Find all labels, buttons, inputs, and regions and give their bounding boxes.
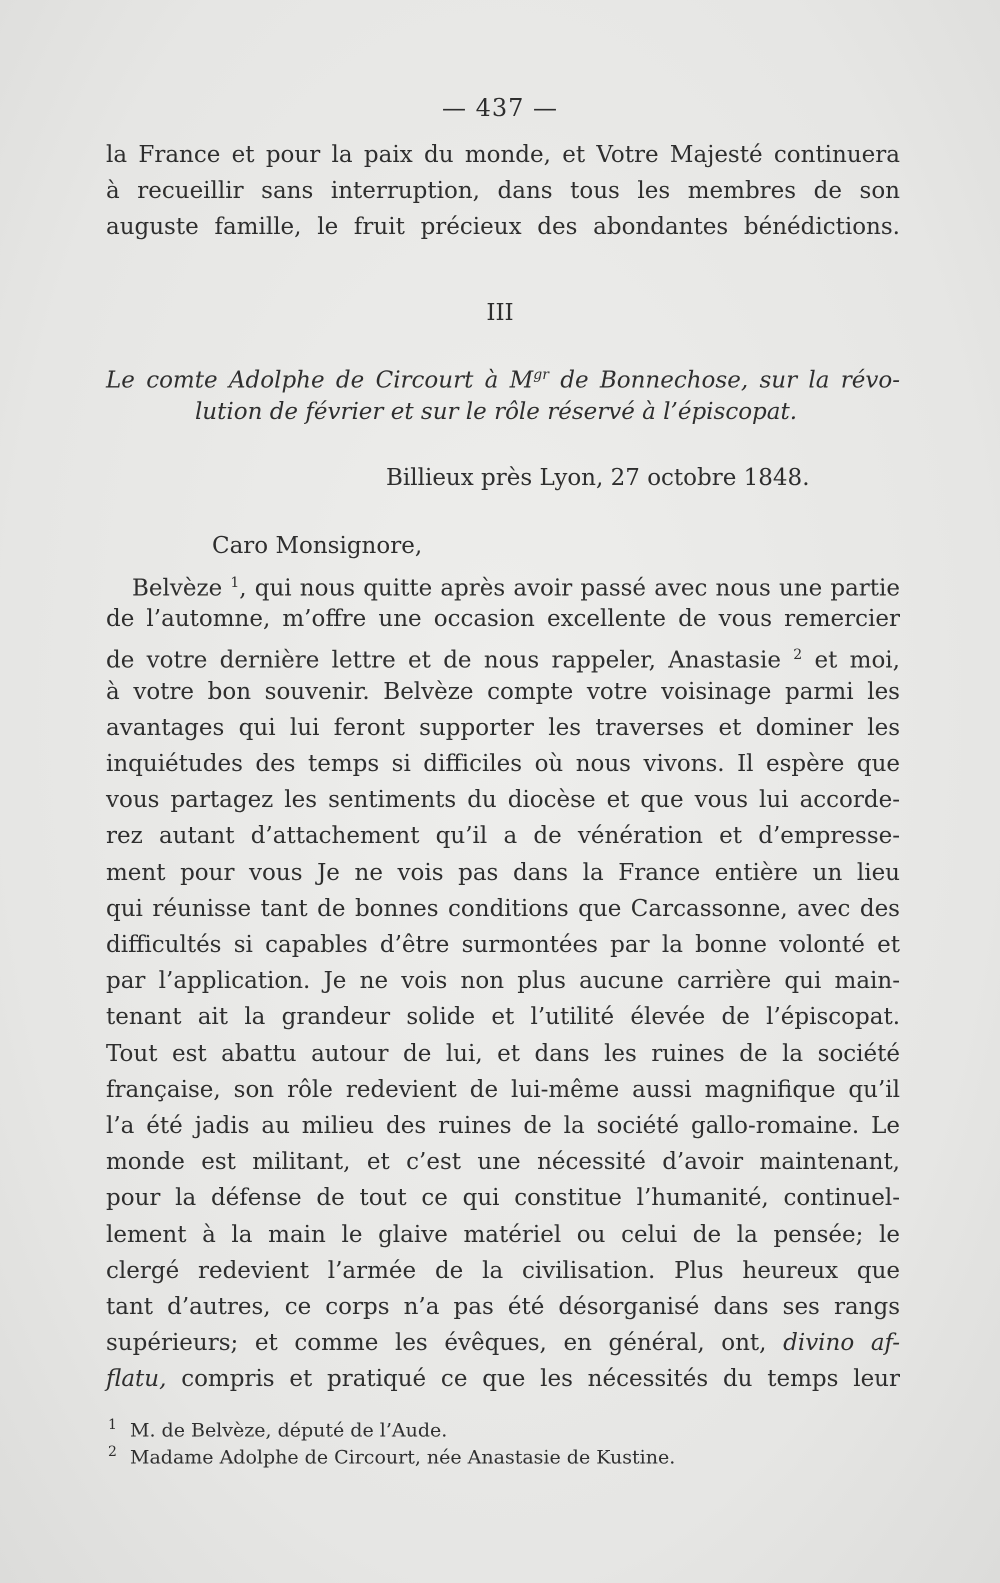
body-line: française, son rôle redevient de lui-même aussi magnifique qu’il <box>106 1077 900 1103</box>
body-line: Belvèze $^1$, qui nous quitte après avoir passé avec nous une partie <box>132 575 900 602</box>
monseigneur-abbrev: gr <box>533 367 549 383</box>
latin-phrase: flatu, <box>106 1366 167 1392</box>
body-line: rez autant d’attachement qu’il a de vénération et d’empresse- <box>106 823 900 849</box>
body-line: monde est militant, et c’est une nécessité d’avoir maintenant, <box>106 1149 900 1175</box>
salutation: Caro Monsignore, <box>212 533 423 559</box>
latin-phrase: divino af- <box>783 1330 901 1356</box>
intro-line: auguste famille, le fruit précieux des abondantes bénédictions. <box>106 214 900 240</box>
footnote-2 <box>108 1440 675 1469</box>
body-line: avantages qui lui feront supporter les traverses et dominer les <box>106 715 900 741</box>
body-line: lement à la main le glaive matériel ou celui de la pensée; le <box>106 1222 900 1248</box>
section-number: III <box>486 300 514 326</box>
body-line: supérieurs; et comme les évêques, en général, ont, divino af- <box>106 1330 901 1356</box>
body-line: tant d’autres, ce corps n’a pas été désorganisé dans ses rangs <box>106 1294 900 1320</box>
body-line: de votre dernière lettre et de nous rappeler, Anastasie $^2$ et moi, <box>106 647 900 674</box>
body-line: inquiétudes des temps si difficiles où nous vivons. Il espère que <box>106 751 900 777</box>
footnote-text: Madame Adolphe de Circourt, née Anastasie de Kustine. <box>130 1446 676 1469</box>
body-line: tenant ait la grandeur solide et l’utilité élevée de l’épiscopat. <box>106 1004 900 1030</box>
body-line: pour la défense de tout ce qui constitue l’humanité, continuel- <box>106 1185 900 1211</box>
letter-heading-line-2: lution de février et sur le rôle réservé à l’épiscopat. <box>194 399 798 425</box>
page-number: — 437 — <box>441 94 559 122</box>
body-line: qui réunisse tant de bonnes conditions que Carcassonne, avec des <box>106 896 900 922</box>
footnote-mark: 1 <box>108 1417 117 1433</box>
footnote-text: M. de Belvèze, député de l’Aude. <box>130 1419 448 1442</box>
intro-line: à recueillir sans interruption, dans tous les membres de son <box>106 178 900 204</box>
body-line: flatu, compris et pratiqué ce que les nécessités du temps leur <box>106 1366 900 1392</box>
footnote-ref[interactable]: 2 <box>793 647 803 663</box>
letter-heading-line-1: Le comte Adolphe de Circourt à $M^{gr}$ de Bonnechose, sur la révo- <box>106 367 900 394</box>
intro-line: la France et pour la paix du monde, et Votre Majesté continuera <box>106 142 900 168</box>
footnote-ref[interactable]: 1 <box>230 575 240 591</box>
body-line: Tout est abattu autour de lui, et dans les ruines de la société <box>106 1041 900 1067</box>
body-line: difficultés si capables d’être surmontées par la bonne volonté et <box>106 932 900 958</box>
body-line: ment pour vous Je ne vois pas dans la France entière un lieu <box>106 860 900 886</box>
body-line: de l’automne, m’offre une occasion excellente de vous remercier <box>106 606 900 632</box>
body-line: à votre bon souvenir. Belvèze compte votre voisinage parmi les <box>106 679 900 705</box>
footnote-mark: 2 <box>108 1444 117 1460</box>
footnote-1 <box>108 1413 447 1442</box>
body-line: par l’application. Je ne vois non plus aucune carrière qui main- <box>106 968 900 994</box>
body-line: vous partagez les sentiments du diocèse et que vous lui accorde- <box>106 787 900 813</box>
body-line: clergé redevient l’armée de la civilisation. Plus heureux que <box>106 1258 900 1284</box>
dateline: Billieux près Lyon, 27 octobre 1848. <box>386 465 810 491</box>
body-line: l’a été jadis au milieu des ruines de la société gallo-romaine. Le <box>106 1113 900 1139</box>
